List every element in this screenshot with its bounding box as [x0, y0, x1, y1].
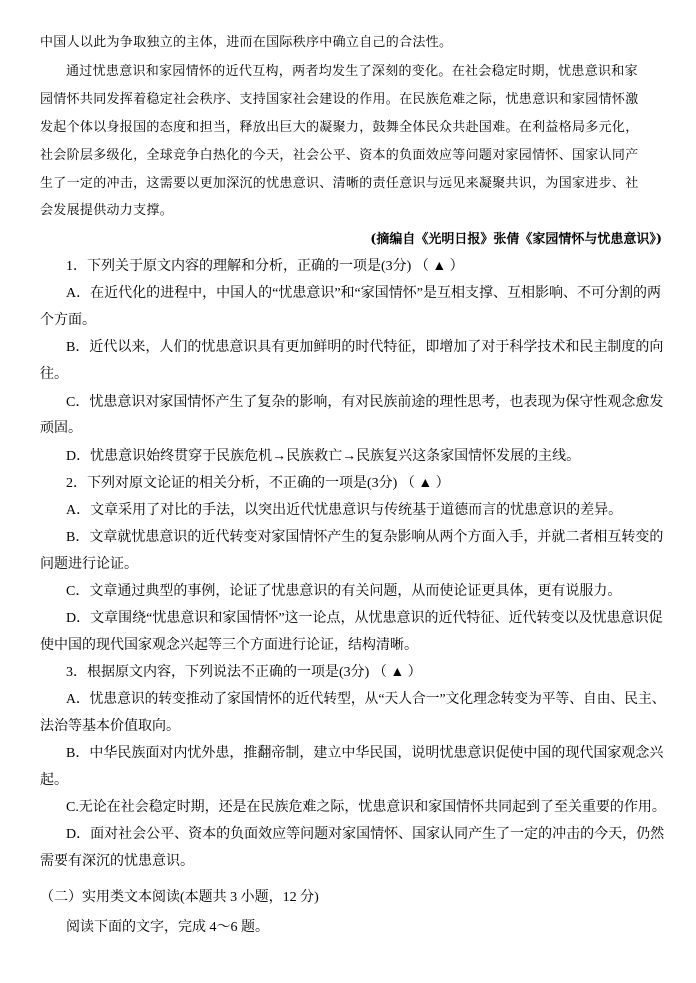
q1-option-c: C．忧患意识对家国情怀产生了复杂的影响，有对民族前途的理性思考，也表现为保守性观念愈发 [66, 395, 664, 410]
passage-line: 中国人以此为争取独立的主体，进而在国际秩序中确立自己的合法性。 [40, 35, 453, 50]
q2-option-c: C．文章通过典型的事例，论证了忧患意识的有关问题，从而使论证更具体，更有说服力。 [66, 584, 622, 599]
q1-option-b: B．近代以来，人们的忧患意识具有更加鲜明的时代特征，即增加了对于科学技术和民主制度的向 [66, 340, 664, 355]
q2-option-d: D．文章围绕“忧患意识和家国情怀”这一论点，从忧患意识的近代特征、近代转变以及忧患意识促 [66, 611, 663, 626]
section-heading: （二）实用类文本阅读(本题共 3 小题，12 分) [40, 890, 319, 905]
question-2-stem: 2．下列对原文论证的相关分析，不正确的一项是(3分) （ ▲ ） [66, 476, 450, 491]
q1-option-a-cont: 个方面。 [40, 313, 96, 328]
passage-line: 生了一定的冲击，这需要以更加深沉的忧患意识、清晰的责任意识与远见来凝聚共识，为国家进步、社 [40, 176, 639, 191]
q3-option-d-cont: 需要有深沉的忧患意识。 [40, 854, 194, 869]
passage-line: 社会阶层多级化，全球竞争白热化的今天，社会公平、资本的负面效应等问题对家园情怀、国家认同产 [40, 148, 639, 163]
q3-option-b-cont: 起。 [40, 773, 68, 788]
q1-option-c-cont: 顽固。 [40, 421, 82, 436]
q2-option-d-cont: 使中国的现代国家观念兴起等三个方面进行论证，结构清晰。 [40, 638, 418, 653]
q2-option-b-cont: 问题进行论证。 [40, 557, 138, 572]
q3-option-c: C.无论在社会稳定时期，还是在民族危难之际，忧患意识和家国情怀共同起到了至关重要的作用。 [66, 800, 666, 815]
q1-option-d: D．忧患意识始终贯穿于民族危机→民族救亡→民族复兴这条家国情怀发展的主线。 [66, 449, 581, 464]
q3-option-d: D．面对社会公平、资本的负面效应等问题对家国情怀、国家认同产生了一定的冲击的今天，仍然 [66, 827, 665, 842]
q1-option-b-cont: 往。 [40, 367, 68, 382]
q3-option-a-cont: 法治等基本价值取向。 [40, 719, 180, 734]
passage-line: 通过忧患意识和家园情怀的近代互构，两者均发生了深刻的变化。在社会稳定时期，忧患意识和家 [66, 64, 638, 79]
passage-line: 发起个体以身报国的态度和担当，释放出巨大的凝聚力，鼓舞全体民众共赴国难。在利益格局多元化， [40, 120, 639, 135]
section-instruction: 阅读下面的文字，完成 4～6 题。 [66, 920, 269, 935]
passage-line: 园情怀共同发挥着稳定社会秩序、支持国家社会建设的作用。在民族危难之际，忧患意识和家园情怀激 [40, 92, 639, 107]
passage-line: 会发展提供动力支撑。 [40, 203, 174, 218]
q2-option-b: B．文章就忧患意识的近代转变对家国情怀产生的复杂影响从两个方面入手，并就二者相互转变的 [66, 530, 664, 545]
question-3-stem: 3．根据原文内容，下列说法不正确的一项是(3分) （ ▲ ） [66, 665, 422, 680]
q2-option-a: A．文章采用了对比的手法，以突出近代忧患意识与传统基于道德而言的忧患意识的差异。 [66, 503, 623, 518]
question-1-stem: 1．下列关于原文内容的理解和分析，正确的一项是(3分) （ ▲ ） [66, 259, 464, 274]
passage-source: (摘编自《光明日报》张倩《家园情怀与忧患意识》) [370, 232, 662, 247]
q1-option-a: A．在近代化的进程中，中国人的“忧患意识”和“家国情怀”是互相支撑、互相影响、不可分割的两 [66, 286, 661, 301]
q3-option-a: A．忧患意识的转变推动了家国情怀的近代转型，从“天人合一”文化理念转变为平等、自由、民主、 [66, 692, 666, 707]
q3-option-b: B．中华民族面对内忧外患，推翻帝制，建立中华民国，说明忧患意识促使中国的现代国家观念兴 [66, 746, 664, 761]
